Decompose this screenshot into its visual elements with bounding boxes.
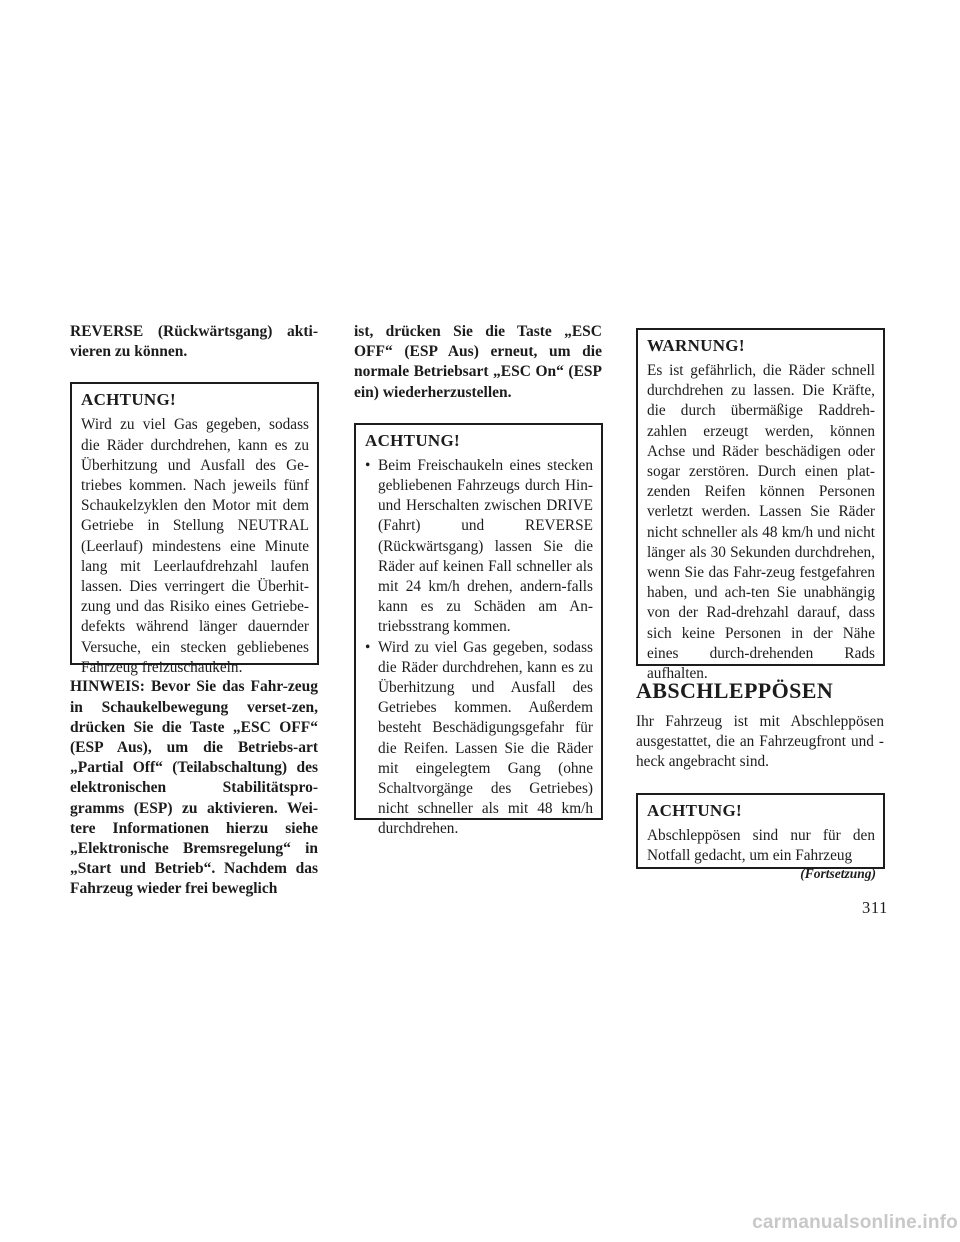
caution-box-3 [636, 793, 885, 869]
intro-text: REVERSE (Rückwärtsgang) akti-vieren zu können. [70, 323, 318, 361]
continued-label: (Fortsetzung) [800, 866, 876, 881]
column-2 [354, 322, 602, 838]
caution-text-3: Abschleppösen sind nur für den Notfall gedacht, um ein Fahrzeug [647, 826, 875, 864]
caution-list-item: • Beim Freischaukeln eines stecken gebliebenen Fahrzeugs durch Hin- und Herschalten zwischen DRIVE (Fahrt) und REVERSE (Rückwärtsgang) lassen Sie die Räder auf keinen Fall schneller als mit 24 km/h drehen, andern-falls kann es zu Schäden am An-triebsstrang kommen. [365, 456, 593, 638]
caution-title: ACHTUNG! [81, 390, 176, 410]
caution-box [70, 382, 319, 676]
page-number: 311 [862, 898, 888, 917]
caution-title-3: ACHTUNG! [647, 800, 742, 820]
caution-text: Wird zu viel Gas gegeben, sodass die Räder durchdrehen, kann es zu Überhitzung und Ausfall des Ge-triebes kommen. Nach jeweils fünf Schaukelzyklen den Motor mit dem Getriebe in Stellung NEUTRAL (Leerlauf) mindestens eine Minute lang mit Leerlaufdrehzahl laufen lassen. Dies verringert die Überhit-zung und das Risiko eines Getriebe-defekts während länger dauernder Versuche, ein stecken gebliebenes Fahrzeug freizuschaukeln. [81, 416, 309, 676]
caution-title-2: ACHTUNG! [365, 430, 460, 450]
note-text: HINWEIS: Bevor Sie das Fahr-zeug in Schaukelbewegung verset-zen, drücken Sie die Taste „ESC OFF“ (ESP Aus), um die Betriebs-art „Partial Off“ (Teilabschaltung) des elektronischen Stabilitätspro-gramms (ESP) zu aktivieren. Wei-tere Informationen hierzu siehe „Elektronische Bremsregelung“ in „Start und Betrieb“. Nachdem das Fahrzeug wieder frei beweglich [70, 678, 318, 898]
continued-note-text: ist, drücken Sie die Taste „ESC OFF“ (ESP Aus) erneut, um die normale Betriebsart „ESC On“ (ESP ein) wiederherzustellen. [354, 323, 602, 401]
warning-text: Es ist gefährlich, die Räder schnell durchdrehen zu lassen. Die Kräfte, die durch übermäßige Raddreh-zahlen erzeugt werden, können Achse und Räder beschädigen oder sogar zerstören. Durch einen plat-zenden Reifen können Personen verletzt werden. Lassen Sie Räder nicht schneller als 48 km/h und nicht länger als 30 Sekunden durchdrehen, wenn Sie das Fahr-zeug festgefahren haben, und ach-ten Sie unabhängig von der Rad-drehzahl darauf, dass sich keine Personen in der Nähe eines durch-drehenden Rads aufhalten. [647, 362, 875, 683]
section-heading: ABSCHLEPPÖSEN [636, 678, 834, 703]
warning-title: WARNUNG! [647, 336, 745, 355]
section-text: Ihr Fahrzeug ist mit Abschleppösen ausgestattet, die an Fahrzeugfront und -heck angebracht sind. [636, 713, 884, 771]
caution-list-item: • Wird zu viel Gas gegeben, sodass die Räder durchdrehen, kann es zu Überhitzung und Ausfall des Getriebes kommen. Außerdem besteht Beschädigungsgefahr für die Reifen. Lassen Sie die Räder mit eingelegtem Gang (ohne Schaltvorgänge des Getriebes) nicht schneller als mit 48 km/h durchdrehen. [365, 638, 593, 840]
column-1 [70, 322, 318, 900]
warning-box [636, 328, 885, 683]
caution-list [365, 456, 593, 840]
caution-box-2 [354, 423, 603, 838]
watermark-text: carmanualsonline.info [752, 1212, 958, 1233]
column-3 [636, 328, 884, 869]
